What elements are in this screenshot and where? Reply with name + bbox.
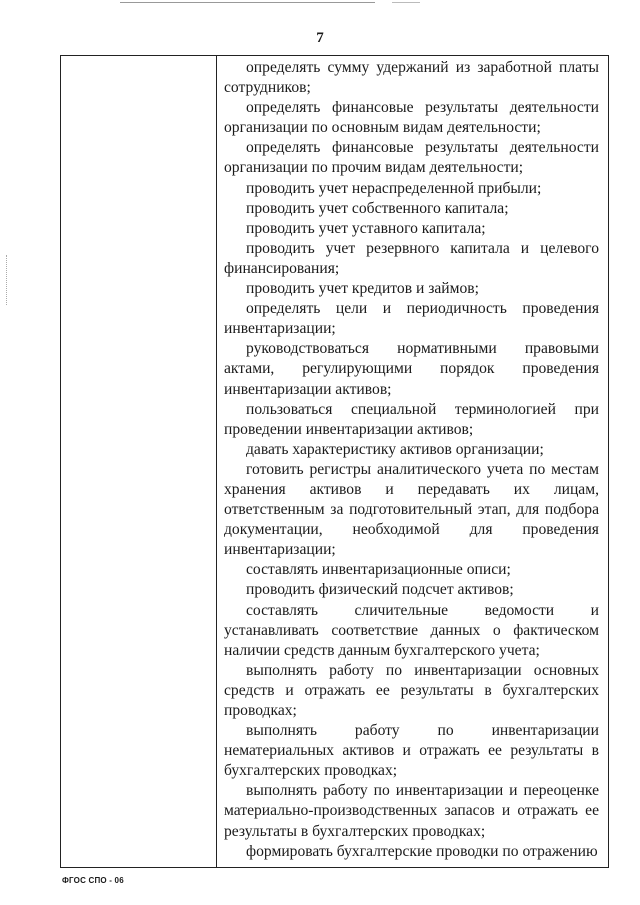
skill-item: проводить учет собственного капитала; [246,199,509,217]
skill-item: выполнять работу по инвентаризации основных средств и отражать ее результаты в бухгалтерских проводках; [224,661,599,719]
skill-item: готовить регистры аналитического учета по местам хранения активов и передавать их лицам, ответственным за подготовительный этап, для подбора документации, необходимой для проведения инвентаризации; [224,460,599,559]
skill-item: проводить физический подсчет активов; [246,581,514,599]
skill-item: определять финансовые результаты деятельности организации по прочим видам деятельности; [224,139,599,177]
table-right-cell [224,58,599,862]
skill-item: выполнять работу по инвентаризации и переоценке материально-производственных запасов и отражать ее результаты в бухгалтерских проводках; [224,782,599,840]
skill-item: проводить учет кредитов и займов; [246,280,479,298]
skill-item: определять финансовые результаты деятельности организации по основным видам деятельности; [224,99,599,137]
skill-item: определять цели и периодичность проведения инвентаризации; [224,300,599,338]
skill-item: определять сумму удержаний из заработной платы сотрудников; [224,59,599,97]
skill-item: формировать бухгалтерские проводки по отражению [246,842,598,860]
document-footer: ФГОС СПО - 06 [62,876,124,885]
requirements-table [60,55,609,868]
table-column-divider [216,56,217,867]
skill-item: составлять инвентаризационные описи; [246,561,511,579]
scan-top-line [120,2,375,3]
scan-top-line-short [392,2,420,3]
page-number: 7 [316,30,324,46]
skill-item: пользоваться специальной терминологией при проведении инвентаризации активов; [224,400,599,438]
skill-item: составлять сличительные ведомости и устанавливать соответствие данных о фактическом наличии средств данным бухгалтерского учета; [224,601,599,659]
skill-item: давать характеристику активов организации; [246,440,544,458]
skill-item: проводить учет резервного капитала и целевого финансирования; [224,239,599,277]
skill-item: проводить учет нераспределенной прибыли; [246,179,542,197]
skill-item: руководствоваться нормативными правовыми актами, регулирующими порядок проведения инвентаризации активов; [224,340,599,398]
scan-margin-marks [6,255,9,305]
skill-item: проводить учет уставного капитала; [246,219,486,237]
skill-item: выполнять работу по инвентаризации нематериальных активов и отражать ее результаты в бухгалтерских проводках; [224,722,599,780]
